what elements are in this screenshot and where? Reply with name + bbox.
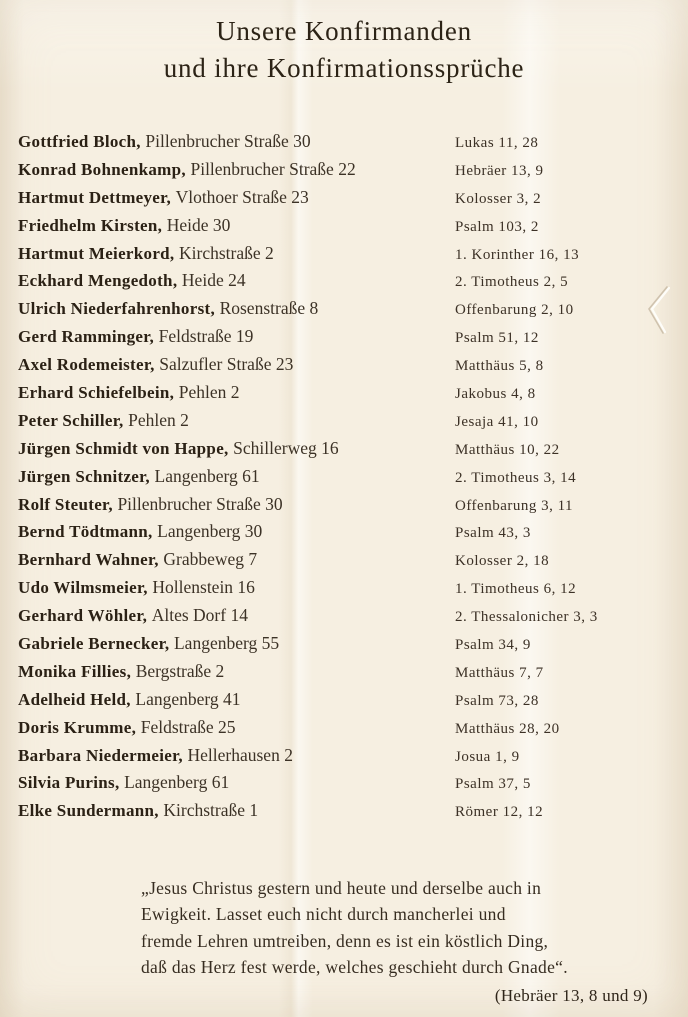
confirmand-name: Gabriele Bernecker	[18, 634, 165, 654]
confirmand-address: Pillenbrucher Straße 30	[145, 131, 311, 151]
confirmand-address: Hellerhausen 2	[187, 744, 293, 765]
confirmand-verse: Matthäus 28, 20	[455, 720, 560, 737]
confirmand-name: Hartmut Meierkord	[18, 243, 170, 263]
page-title-line2: und ihre Konfirmationssprüche	[163, 53, 525, 83]
confirmand-name: Doris Krumme	[18, 717, 132, 737]
confirmand-verse: Römer 12, 12	[455, 804, 544, 821]
confirmand-address: Pehlen 2	[128, 409, 189, 430]
name-separator: ,	[178, 745, 188, 765]
confirmand-address: Langenberg 55	[173, 633, 280, 654]
confirmand-address: Langenberg 61	[124, 772, 230, 793]
confirmand-verse: Jakobus 4, 8	[455, 386, 536, 403]
list-item	[0, 466, 688, 494]
confirmand-address: Langenberg 41	[135, 688, 241, 709]
confirmand-name: Erhard Schiefelbein	[18, 383, 170, 403]
confirmand-verse: Psalm 43, 3	[455, 525, 531, 542]
list-item	[0, 354, 688, 382]
name-separator: ,	[164, 634, 174, 654]
list-item	[0, 577, 688, 605]
name-separator: ,	[143, 578, 153, 598]
confirmand-address: Salzufler Straße 23	[159, 354, 294, 375]
page-title-line1: Unsere Konfirmanden	[216, 16, 472, 46]
list-item	[0, 382, 688, 410]
confirmand-name: Jürgen Schmidt von Happe	[18, 438, 225, 458]
list-item	[0, 410, 688, 438]
confirmand-address: Bergstraße 2	[135, 660, 225, 681]
list-item	[0, 326, 688, 354]
name-separator: ,	[150, 355, 160, 375]
confirmand-name: Elke Sundermann	[18, 801, 155, 821]
list-item	[0, 521, 688, 549]
confirmand-verse: Psalm 73, 28	[455, 692, 539, 709]
confirmand-address: Feldstraße 25	[140, 716, 236, 737]
name-separator: ,	[166, 187, 176, 207]
confirmand-verse: Hebräer 13, 9	[455, 162, 544, 179]
name-separator: ,	[210, 299, 220, 319]
confirmand-name: Eckhard Mengedoth	[18, 271, 173, 291]
list-item	[0, 717, 688, 745]
page-title	[0, 13, 688, 87]
confirmand-address: Rosenstraße 8	[219, 298, 319, 319]
list-item	[0, 605, 688, 633]
name-separator: ,	[181, 159, 191, 179]
confirmand-address: Grabbeweg 7	[163, 549, 258, 570]
confirmand-address: Pillenbrucher Straße 22	[190, 158, 356, 179]
confirmand-address: Langenberg 30	[157, 521, 263, 542]
confirmand-name: Friedhelm Kirsten	[18, 215, 158, 235]
name-separator: ,	[172, 271, 182, 291]
confirmand-name: Rolf Steuter	[18, 494, 109, 514]
confirmand-verse: Kolosser 3, 2	[455, 190, 542, 207]
confirmand-verse: 2. Timotheus 2, 5	[455, 274, 569, 291]
list-item	[0, 187, 688, 215]
list-item	[0, 243, 688, 271]
confirmand-name: Gottfried Bloch	[18, 132, 137, 151]
list-item	[0, 494, 688, 522]
name-separator: ,	[154, 550, 164, 570]
quote-line: daß das Herz fest werde, welches geschieht durch Gnade“.	[141, 956, 568, 977]
confirmand-list	[0, 131, 688, 828]
name-separator: ,	[157, 215, 167, 235]
list-item	[0, 661, 688, 689]
confirmand-verse: Psalm 37, 5	[455, 776, 531, 793]
confirmand-name: Gerd Ramminger	[18, 327, 150, 347]
confirmand-verse: Offenbarung 2, 10	[455, 302, 574, 319]
confirmand-verse: 1. Timotheus 6, 12	[455, 581, 577, 598]
confirmand-name: Axel Rodemeister	[18, 355, 151, 375]
name-separator: ,	[118, 410, 129, 430]
confirmand-name: Jürgen Schnitzer	[18, 466, 146, 486]
confirmand-address: Kirchstraße 2	[179, 242, 274, 263]
name-separator: ,	[145, 466, 155, 486]
list-item	[0, 215, 688, 243]
confirmand-name: Konrad Bohnenkamp	[18, 159, 182, 179]
confirmand-verse: Matthäus 5, 8	[455, 358, 544, 375]
confirmand-address: Pillenbrucher Straße 30	[117, 493, 283, 514]
confirmand-name: Peter Schiller	[18, 410, 119, 430]
confirmand-address: Altes Dorf 14	[151, 605, 248, 626]
name-separator: ,	[114, 773, 125, 793]
name-separator: ,	[149, 327, 159, 347]
confirmand-name: Bernhard Wahner	[18, 550, 155, 570]
list-item	[0, 159, 688, 187]
confirmand-verse: Josua 1, 9	[455, 748, 520, 765]
confirmand-address: Langenberg 61	[154, 465, 260, 486]
confirmand-verse: Psalm 51, 12	[455, 330, 539, 347]
name-separator: ,	[148, 522, 158, 542]
quote-reference: (Hebräer 13, 8 und 9)	[494, 986, 648, 1006]
quote-line: Ewigkeit. Lasset euch nicht durch mancherlei und	[141, 904, 506, 925]
quote-line: „Jesus Christus gestern und heute und derselbe auch in	[141, 878, 542, 898]
confirmand-verse: Psalm 34, 9	[455, 637, 531, 654]
confirmand-name: Adelheid Held	[18, 689, 127, 709]
list-item	[0, 131, 688, 159]
name-separator: ,	[136, 132, 146, 151]
confirmand-address: Heide 30	[166, 214, 231, 235]
list-item	[0, 772, 688, 800]
name-separator: ,	[169, 383, 179, 403]
name-separator: ,	[224, 438, 234, 458]
confirmand-address: Feldstraße 19	[158, 326, 254, 347]
name-separator: ,	[169, 243, 180, 263]
name-separator: ,	[108, 494, 118, 514]
confirmand-address: Vlothoer Straße 23	[175, 186, 309, 207]
confirmand-address: Heide 24	[181, 270, 246, 291]
quote-line: fremde Lehren umtreiben, denn es ist ein köstlich Ding,	[141, 930, 549, 951]
confirmand-address: Hollenstein 16	[152, 577, 255, 598]
confirmand-verse: 1. Korinther 16, 13	[455, 246, 580, 263]
confirmand-verse: Offenbarung 3, 11	[455, 497, 574, 514]
confirmand-verse: Matthäus 7, 7	[455, 664, 544, 681]
list-item	[0, 745, 688, 773]
confirmand-name: Ulrich Niederfahrenhorst	[18, 299, 211, 319]
list-item	[0, 298, 688, 326]
confirmand-verse: Lukas 11, 28	[455, 135, 539, 151]
name-separator: ,	[131, 717, 141, 737]
confirmand-address: Kirchstraße 1	[163, 800, 259, 821]
confirmand-name: Bernd Tödtmann	[18, 522, 149, 542]
confirmand-verse: Kolosser 2, 18	[455, 553, 550, 570]
name-separator: ,	[142, 606, 152, 626]
confirmand-verse: Psalm 103, 2	[455, 218, 539, 235]
confirmand-address: Schillerweg 16	[233, 437, 339, 458]
name-separator: ,	[154, 801, 164, 821]
confirmand-name: Barbara Niedermeier	[18, 745, 179, 765]
confirmand-address: Pehlen 2	[178, 382, 240, 403]
confirmand-name: Silvia Purins	[18, 773, 115, 793]
name-separator: ,	[126, 661, 136, 681]
scripture-quote	[141, 875, 648, 1009]
confirmand-name: Hartmut Dettmeyer	[18, 187, 167, 207]
confirmand-name: Monika Fillies	[18, 661, 127, 681]
confirmand-name: Udo Wilmsmeier	[18, 578, 144, 598]
list-item	[0, 438, 688, 466]
list-item	[0, 633, 688, 661]
confirmand-name: Gerhard Wöhler	[18, 606, 143, 626]
confirmand-verse: 2. Timotheus 3, 14	[455, 469, 577, 486]
name-separator: ,	[126, 689, 136, 709]
confirmand-verse: 2. Thessalonicher 3, 3	[455, 609, 598, 626]
confirmand-verse: Matthäus 10, 22	[455, 441, 560, 458]
list-item	[0, 549, 688, 577]
list-item	[0, 800, 688, 828]
confirmand-verse: Jesaja 41, 10	[455, 413, 539, 430]
list-item	[0, 270, 688, 298]
list-item	[0, 689, 688, 717]
